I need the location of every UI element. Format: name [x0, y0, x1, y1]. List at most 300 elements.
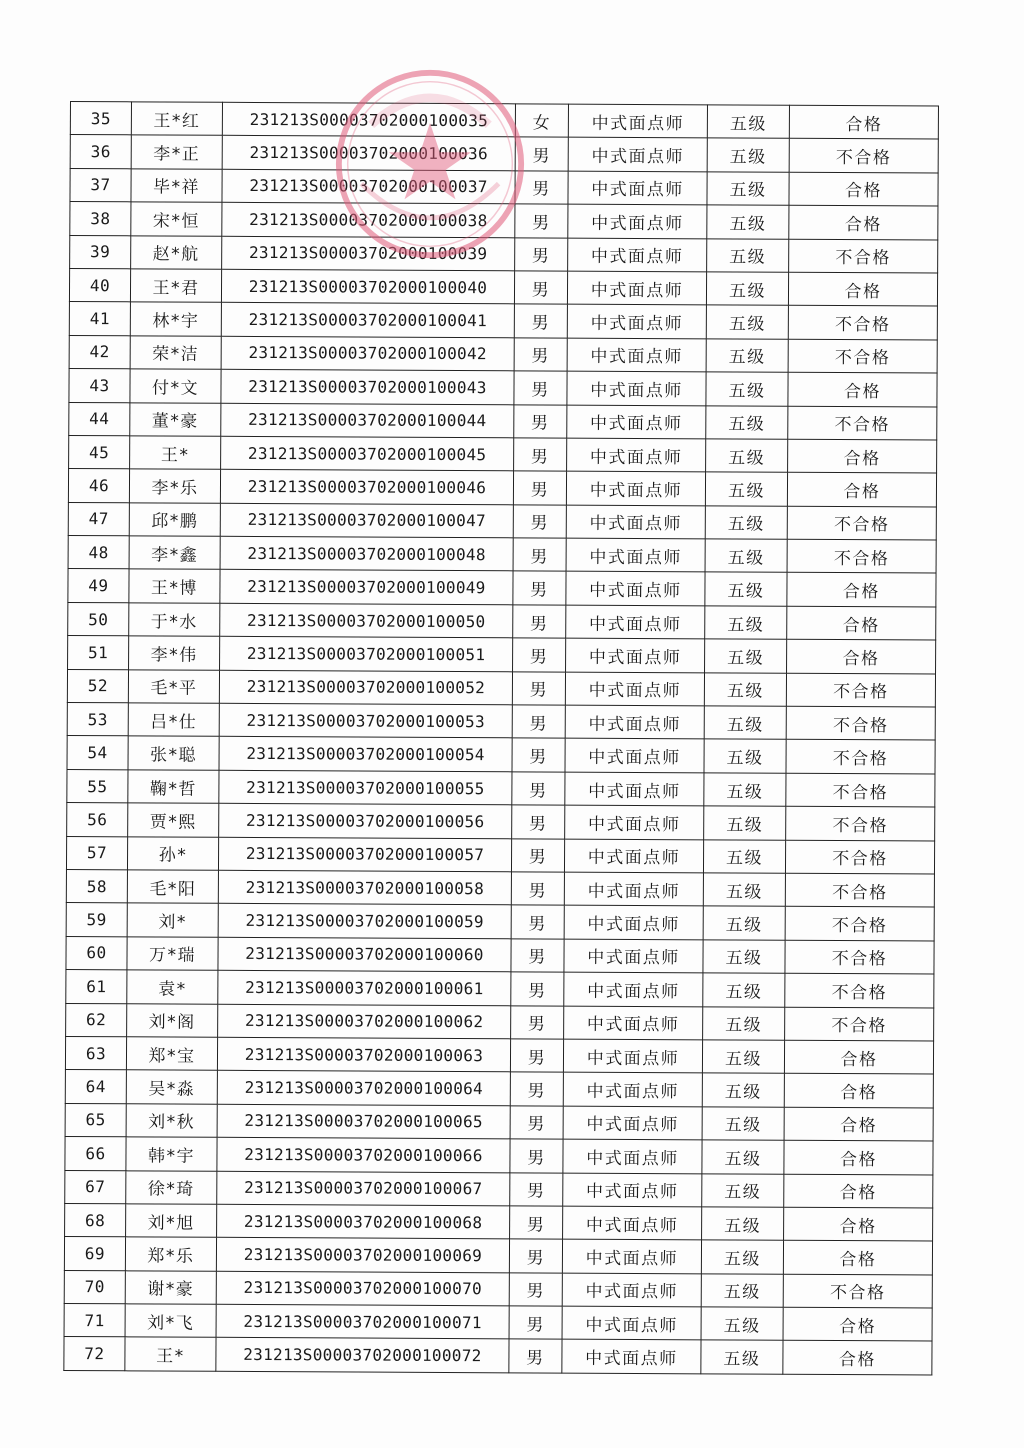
- gender-cell: 男: [511, 905, 564, 939]
- row-number-cell: 52: [67, 669, 128, 703]
- occupation-cell: 中式面点师: [566, 572, 705, 606]
- skill-level-cell: 五级: [706, 439, 788, 473]
- candidate-name-cell: 张*聪: [128, 736, 219, 770]
- row-number-cell: 59: [66, 903, 127, 937]
- gender-cell: 男: [510, 1206, 563, 1240]
- table-row: [70, 202, 938, 240]
- row-number-cell: 36: [70, 135, 131, 169]
- row-number-cell: 61: [66, 970, 127, 1004]
- row-number-cell: 41: [69, 302, 130, 336]
- table-row: [68, 636, 936, 674]
- gender-cell: 男: [510, 1072, 563, 1106]
- occupation-cell: 中式面点师: [564, 972, 703, 1006]
- row-number-cell: 44: [69, 402, 130, 436]
- row-number-cell: 58: [66, 869, 127, 903]
- skill-level-cell: 五级: [701, 1273, 783, 1307]
- skill-level-cell: 五级: [703, 940, 785, 974]
- candidate-name-cell: 王*: [130, 436, 221, 470]
- occupation-cell: 中式面点师: [564, 839, 703, 873]
- skill-level-cell: 五级: [705, 472, 787, 506]
- row-number-cell: 72: [64, 1337, 125, 1371]
- skill-level-cell: 五级: [702, 1040, 784, 1074]
- row-number-cell: 50: [68, 602, 129, 636]
- certificate-id-cell: 231213S00003702000100060: [218, 937, 511, 972]
- certificate-id-cell: 231213S00003702000100050: [220, 603, 513, 638]
- candidate-name-cell: 吴*淼: [126, 1070, 217, 1104]
- gender-cell: 男: [513, 571, 566, 605]
- occupation-cell: 中式面点师: [564, 872, 703, 906]
- occupation-cell: 中式面点师: [563, 1139, 702, 1173]
- row-number-cell: 51: [68, 636, 129, 670]
- occupation-cell: 中式面点师: [568, 204, 707, 238]
- certificate-id-cell: 231213S00003702000100035: [222, 102, 515, 137]
- certificate-id-cell: 231213S00003702000100044: [221, 403, 514, 438]
- occupation-cell: 中式面点师: [568, 104, 707, 138]
- candidate-name-cell: 李*正: [131, 135, 222, 169]
- skill-level-cell: 五级: [703, 873, 785, 907]
- skill-level-cell: 五级: [706, 272, 788, 306]
- gender-cell: 男: [511, 838, 564, 872]
- exam-result-cell: 合格: [787, 473, 936, 507]
- row-number-cell: 65: [65, 1103, 126, 1137]
- exam-result-cell: 不合格: [788, 339, 937, 373]
- row-number-cell: 71: [64, 1304, 125, 1338]
- occupation-cell: 中式面点师: [566, 605, 705, 639]
- certificate-id-cell: 231213S00003702000100051: [220, 637, 513, 672]
- candidate-name-cell: 王*红: [131, 102, 222, 136]
- table-row: [69, 402, 937, 440]
- row-number-cell: 47: [68, 502, 129, 536]
- candidate-name-cell: 徐*琦: [126, 1170, 217, 1204]
- certificate-id-cell: 231213S00003702000100045: [221, 436, 514, 471]
- certificate-id-cell: 231213S00003702000100049: [220, 570, 513, 605]
- exam-result-cell: 不合格: [787, 539, 936, 573]
- skill-level-cell: 五级: [705, 539, 787, 573]
- certificate-id-cell: 231213S00003702000100066: [217, 1137, 510, 1172]
- occupation-cell: 中式面点师: [565, 672, 704, 706]
- candidate-name-cell: 刘*: [127, 903, 218, 937]
- skill-level-cell: 五级: [702, 1107, 784, 1141]
- table-row: [65, 1170, 933, 1208]
- table-row: [67, 703, 935, 741]
- candidate-name-cell: 万*瑞: [127, 937, 218, 971]
- exam-result-cell: 合格: [783, 1241, 932, 1275]
- skill-level-cell: 五级: [702, 1140, 784, 1174]
- exam-result-cell: 合格: [784, 1140, 933, 1174]
- skill-level-cell: 五级: [704, 706, 786, 740]
- table-row: [64, 1304, 932, 1342]
- skill-level-cell: 五级: [705, 572, 787, 606]
- occupation-cell: 中式面点师: [564, 905, 703, 939]
- candidate-name-cell: 邱*鹏: [129, 503, 220, 537]
- skill-level-cell: 五级: [701, 1307, 783, 1341]
- exam-result-cell: 不合格: [785, 940, 934, 974]
- table-row: [67, 669, 935, 707]
- certificate-id-cell: 231213S00003702000100063: [217, 1037, 510, 1072]
- skill-level-cell: 五级: [704, 773, 786, 807]
- table-row: [68, 602, 936, 640]
- exam-result-cell: 合格: [789, 205, 938, 239]
- table-row: [67, 803, 935, 841]
- exam-result-cell: 不合格: [788, 306, 937, 340]
- skill-level-cell: 五级: [704, 739, 786, 773]
- row-number-cell: 42: [69, 335, 130, 369]
- row-number-cell: 55: [67, 769, 128, 803]
- certificate-id-cell: 231213S00003702000100038: [222, 202, 515, 237]
- row-number-cell: 35: [70, 102, 131, 136]
- table-row: [70, 235, 938, 273]
- gender-cell: 女: [515, 104, 568, 138]
- table-row: [66, 869, 934, 907]
- exam-result-cell: 不合格: [788, 406, 937, 440]
- exam-result-cell: 合格: [787, 606, 936, 640]
- table-row: [68, 569, 936, 607]
- candidate-name-cell: 王*: [125, 1337, 216, 1371]
- gender-cell: 男: [512, 705, 565, 739]
- exam-result-cell: 合格: [788, 272, 937, 306]
- occupation-cell: 中式面点师: [562, 1306, 701, 1340]
- candidate-name-cell: 袁*: [127, 970, 218, 1004]
- gender-cell: 男: [515, 204, 568, 238]
- row-number-cell: 66: [65, 1137, 126, 1171]
- exam-result-cell: 合格: [784, 1207, 933, 1241]
- gender-cell: 男: [513, 538, 566, 572]
- skill-level-cell: 五级: [703, 839, 785, 873]
- exam-result-cell: 不合格: [786, 673, 935, 707]
- occupation-cell: 中式面点师: [563, 1206, 702, 1240]
- row-number-cell: 40: [69, 268, 130, 302]
- exam-result-cell: 合格: [784, 1040, 933, 1074]
- gender-cell: 男: [509, 1272, 562, 1306]
- certificate-id-cell: 231213S00003702000100069: [216, 1238, 509, 1273]
- table-row: [65, 1103, 933, 1141]
- table-row: [65, 1203, 933, 1241]
- candidate-name-cell: 刘*飞: [125, 1304, 216, 1338]
- table-row: [68, 502, 936, 540]
- certificate-id-cell: 231213S00003702000100067: [217, 1171, 510, 1206]
- gender-cell: 男: [513, 605, 566, 639]
- candidate-name-cell: 毕*祥: [131, 169, 222, 203]
- row-number-cell: 62: [66, 1003, 127, 1037]
- table-row: [65, 1070, 933, 1108]
- candidate-name-cell: 吕*仕: [128, 703, 219, 737]
- table-row: [65, 1137, 933, 1175]
- candidate-name-cell: 毛*阳: [127, 870, 218, 904]
- candidate-name-cell: 韩*宇: [126, 1137, 217, 1171]
- candidate-name-cell: 谢*豪: [125, 1270, 216, 1304]
- occupation-cell: 中式面点师: [563, 1106, 702, 1140]
- table-row: [70, 102, 938, 140]
- candidate-name-cell: 刘*秋: [126, 1104, 217, 1138]
- results-table: [63, 101, 939, 1375]
- row-number-cell: 63: [65, 1036, 126, 1070]
- gender-cell: 男: [513, 638, 566, 672]
- row-number-cell: 70: [64, 1270, 125, 1304]
- candidate-name-cell: 鞠*哲: [128, 770, 219, 804]
- exam-result-cell: 不合格: [785, 973, 934, 1007]
- candidate-name-cell: 王*君: [130, 269, 221, 303]
- row-number-cell: 53: [67, 703, 128, 737]
- occupation-cell: 中式面点师: [565, 705, 704, 739]
- candidate-name-cell: 贾*熙: [128, 803, 219, 837]
- exam-result-cell: 合格: [787, 640, 936, 674]
- occupation-cell: 中式面点师: [568, 238, 707, 272]
- occupation-cell: 中式面点师: [567, 338, 706, 372]
- table-row: [68, 536, 936, 574]
- row-number-cell: 37: [70, 168, 131, 202]
- table-row: [66, 1003, 934, 1041]
- skill-level-cell: 五级: [703, 906, 785, 940]
- row-number-cell: 48: [68, 536, 129, 570]
- candidate-name-cell: 林*宇: [130, 302, 221, 336]
- gender-cell: 男: [514, 304, 567, 338]
- gender-cell: 男: [514, 404, 567, 438]
- occupation-cell: 中式面点师: [567, 271, 706, 305]
- gender-cell: 男: [514, 371, 567, 405]
- candidate-name-cell: 王*博: [129, 569, 220, 603]
- exam-result-cell: 合格: [789, 105, 938, 139]
- skill-level-cell: 五级: [705, 606, 787, 640]
- table-row: [69, 335, 937, 373]
- certificate-id-cell: 231213S00003702000100065: [217, 1104, 510, 1139]
- gender-cell: 男: [510, 1172, 563, 1206]
- exam-result-cell: 合格: [784, 1074, 933, 1108]
- skill-level-cell: 五级: [706, 305, 788, 339]
- table-row: [67, 769, 935, 807]
- occupation-cell: 中式面点师: [566, 538, 705, 572]
- occupation-cell: 中式面点师: [564, 1006, 703, 1040]
- skill-level-cell: 五级: [702, 1207, 784, 1241]
- occupation-cell: 中式面点师: [563, 1039, 702, 1073]
- table-row: [66, 903, 934, 941]
- candidate-name-cell: 刘*阁: [127, 1003, 218, 1037]
- row-number-cell: 46: [68, 469, 129, 503]
- gender-cell: 男: [514, 338, 567, 372]
- gender-cell: 男: [509, 1239, 562, 1273]
- gender-cell: 男: [514, 438, 567, 472]
- table-row: [68, 469, 936, 507]
- exam-result-cell: 合格: [784, 1174, 933, 1208]
- certificate-id-cell: 231213S00003702000100058: [218, 870, 511, 905]
- gender-cell: 男: [511, 939, 564, 973]
- exam-result-cell: 不合格: [786, 706, 935, 740]
- table-row: [70, 135, 938, 173]
- row-number-cell: 64: [65, 1070, 126, 1104]
- exam-result-cell: 不合格: [786, 740, 935, 774]
- row-number-cell: 38: [70, 202, 131, 236]
- certificate-id-cell: 231213S00003702000100056: [219, 803, 512, 838]
- occupation-cell: 中式面点师: [562, 1273, 701, 1307]
- certificate-id-cell: 231213S00003702000100040: [221, 269, 514, 304]
- skill-level-cell: 五级: [701, 1340, 783, 1374]
- exam-result-cell: 合格: [788, 372, 937, 406]
- gender-cell: 男: [510, 1139, 563, 1173]
- gender-cell: 男: [512, 805, 565, 839]
- candidate-name-cell: 于*水: [129, 603, 220, 637]
- skill-level-cell: 五级: [704, 672, 786, 706]
- skill-level-cell: 五级: [707, 172, 789, 206]
- table-row: [69, 369, 937, 407]
- table-row: [69, 268, 937, 306]
- row-number-cell: 54: [67, 736, 128, 770]
- row-number-cell: 68: [65, 1203, 126, 1237]
- results-sheet: [63, 101, 939, 1375]
- occupation-cell: 中式面点师: [563, 1173, 702, 1207]
- certificate-id-cell: 231213S00003702000100037: [222, 169, 515, 204]
- gender-cell: 男: [511, 972, 564, 1006]
- skill-level-cell: 五级: [707, 105, 789, 139]
- gender-cell: 男: [509, 1306, 562, 1340]
- table-row: [65, 1036, 933, 1074]
- gender-cell: 男: [511, 1005, 564, 1039]
- certificate-id-cell: 231213S00003702000100041: [221, 303, 514, 338]
- table-row: [69, 302, 937, 340]
- certificate-id-cell: 231213S00003702000100062: [218, 1004, 511, 1039]
- row-number-cell: 39: [70, 235, 131, 269]
- occupation-cell: 中式面点师: [567, 438, 706, 472]
- occupation-cell: 中式面点师: [562, 1239, 701, 1273]
- row-number-cell: 49: [68, 569, 129, 603]
- exam-result-cell: 不合格: [786, 773, 935, 807]
- certificate-id-cell: 231213S00003702000100047: [220, 503, 513, 538]
- skill-level-cell: 五级: [705, 506, 787, 540]
- skill-level-cell: 五级: [701, 1240, 783, 1274]
- candidate-name-cell: 刘*旭: [126, 1204, 217, 1238]
- exam-result-cell: 合格: [783, 1307, 932, 1341]
- results-table-body: [64, 102, 939, 1375]
- gender-cell: 男: [509, 1339, 562, 1373]
- occupation-cell: 中式面点师: [566, 505, 705, 539]
- gender-cell: 男: [510, 1106, 563, 1140]
- skill-level-cell: 五级: [703, 973, 785, 1007]
- occupation-cell: 中式面点师: [563, 1072, 702, 1106]
- skill-level-cell: 五级: [702, 1073, 784, 1107]
- table-row: [64, 1270, 932, 1308]
- exam-result-cell: 不合格: [783, 1274, 932, 1308]
- certificate-id-cell: 231213S00003702000100052: [219, 670, 512, 705]
- gender-cell: 男: [512, 671, 565, 705]
- row-number-cell: 69: [64, 1237, 125, 1271]
- gender-cell: 男: [514, 271, 567, 305]
- certificate-id-cell: 231213S00003702000100061: [218, 970, 511, 1005]
- certificate-id-cell: 231213S00003702000100059: [218, 904, 511, 939]
- exam-result-cell: 合格: [788, 439, 937, 473]
- occupation-cell: 中式面点师: [568, 138, 707, 172]
- occupation-cell: 中式面点师: [564, 939, 703, 973]
- gender-cell: 男: [513, 505, 566, 539]
- table-row: [64, 1237, 932, 1275]
- exam-result-cell: 合格: [787, 573, 936, 607]
- candidate-name-cell: 李*鑫: [129, 536, 220, 570]
- skill-level-cell: 五级: [707, 238, 789, 272]
- table-row: [67, 736, 935, 774]
- table-row: [69, 435, 937, 473]
- exam-result-cell: 不合格: [789, 239, 938, 273]
- exam-result-cell: 不合格: [787, 506, 936, 540]
- gender-cell: 男: [512, 738, 565, 772]
- occupation-cell: 中式面点师: [567, 405, 706, 439]
- certificate-id-cell: 231213S00003702000100053: [219, 703, 512, 738]
- occupation-cell: 中式面点师: [566, 638, 705, 672]
- certificate-id-cell: 231213S00003702000100054: [219, 737, 512, 772]
- certificate-id-cell: 231213S00003702000100070: [216, 1271, 509, 1306]
- candidate-name-cell: 郑*乐: [125, 1237, 216, 1271]
- occupation-cell: 中式面点师: [565, 739, 704, 773]
- occupation-cell: 中式面点师: [567, 371, 706, 405]
- certificate-id-cell: 231213S00003702000100046: [220, 470, 513, 505]
- exam-result-cell: 不合格: [785, 873, 934, 907]
- certificate-id-cell: 231213S00003702000100057: [218, 837, 511, 872]
- skill-level-cell: 五级: [704, 806, 786, 840]
- occupation-cell: 中式面点师: [568, 171, 707, 205]
- certificate-id-cell: 231213S00003702000100071: [216, 1304, 509, 1339]
- occupation-cell: 中式面点师: [566, 471, 705, 505]
- skill-level-cell: 五级: [705, 639, 787, 673]
- skill-level-cell: 五级: [707, 205, 789, 239]
- exam-result-cell: 合格: [784, 1107, 933, 1141]
- certificate-id-cell: 231213S00003702000100064: [217, 1071, 510, 1106]
- candidate-name-cell: 赵*航: [131, 235, 222, 269]
- gender-cell: 男: [512, 772, 565, 806]
- candidate-name-cell: 郑*宝: [126, 1037, 217, 1071]
- candidate-name-cell: 李*乐: [129, 469, 220, 503]
- table-row: [66, 970, 934, 1008]
- occupation-cell: 中式面点师: [567, 304, 706, 338]
- exam-result-cell: 合格: [783, 1341, 932, 1375]
- certificate-id-cell: 231213S00003702000100055: [219, 770, 512, 805]
- certificate-id-cell: 231213S00003702000100036: [222, 136, 515, 171]
- table-row: [66, 836, 934, 874]
- skill-level-cell: 五级: [706, 339, 788, 373]
- candidate-name-cell: 付*文: [130, 369, 221, 403]
- exam-result-cell: 不合格: [785, 907, 934, 941]
- gender-cell: 男: [515, 237, 568, 271]
- candidate-name-cell: 李*伟: [129, 636, 220, 670]
- row-number-cell: 43: [69, 369, 130, 403]
- certificate-id-cell: 231213S00003702000100043: [221, 369, 514, 404]
- candidate-name-cell: 宋*恒: [131, 202, 222, 236]
- certificate-id-cell: 231213S00003702000100042: [221, 336, 514, 371]
- occupation-cell: 中式面点师: [565, 772, 704, 806]
- certificate-id-cell: 231213S00003702000100068: [217, 1204, 510, 1239]
- certificate-id-cell: 231213S00003702000100072: [216, 1338, 509, 1373]
- gender-cell: 男: [510, 1039, 563, 1073]
- row-number-cell: 45: [69, 435, 130, 469]
- skill-level-cell: 五级: [706, 405, 788, 439]
- candidate-name-cell: 荣*洁: [130, 336, 221, 370]
- candidate-name-cell: 毛*平: [128, 669, 219, 703]
- candidate-name-cell: 孙*: [127, 836, 218, 870]
- gender-cell: 男: [511, 872, 564, 906]
- skill-level-cell: 五级: [706, 372, 788, 406]
- table-row: [66, 936, 934, 974]
- table-row: [70, 168, 938, 206]
- certificate-id-cell: 231213S00003702000100039: [222, 236, 515, 271]
- exam-result-cell: 不合格: [786, 806, 935, 840]
- gender-cell: 男: [515, 171, 568, 205]
- row-number-cell: 56: [67, 803, 128, 837]
- certificate-id-cell: 231213S00003702000100048: [220, 536, 513, 571]
- occupation-cell: 中式面点师: [565, 805, 704, 839]
- row-number-cell: 67: [65, 1170, 126, 1204]
- exam-result-cell: 不合格: [785, 1007, 934, 1041]
- table-row: [64, 1337, 932, 1375]
- candidate-name-cell: 董*豪: [130, 402, 221, 436]
- exam-result-cell: 合格: [789, 172, 938, 206]
- exam-result-cell: 不合格: [789, 139, 938, 173]
- exam-result-cell: 不合格: [785, 840, 934, 874]
- skill-level-cell: 五级: [707, 138, 789, 172]
